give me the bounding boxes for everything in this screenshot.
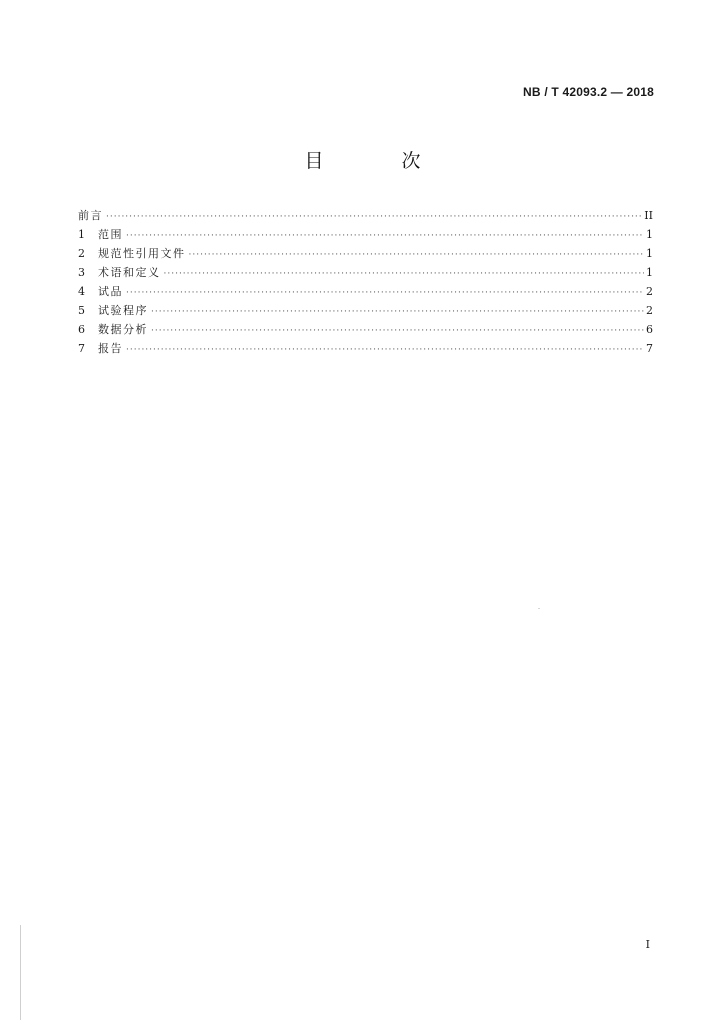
scan-speck: [538, 608, 540, 609]
standard-number: NB / T 42093.2 — 2018: [523, 85, 654, 99]
toc-leader-dots: [151, 322, 644, 341]
toc-entry-page: 1: [646, 266, 653, 279]
toc-entry-label: 范围: [98, 228, 123, 241]
toc-entry-test-specimen[interactable]: [78, 282, 653, 301]
toc-entry-label: 前言: [78, 209, 103, 222]
toc-entry-number: 2: [78, 247, 85, 260]
toc-entry-number: 4: [78, 285, 85, 298]
toc-entry-number: 5: [78, 304, 85, 317]
toc-entry-scope[interactable]: [78, 225, 653, 244]
toc-entry-foreword[interactable]: [78, 206, 653, 225]
toc-entry-data-analysis[interactable]: [78, 320, 653, 339]
toc-leader-dots: [106, 208, 642, 227]
toc-entry-number: 6: [78, 323, 85, 336]
toc-entry-page: II: [644, 209, 653, 222]
toc-leader-dots: [151, 303, 644, 322]
toc-entry-report[interactable]: [78, 339, 653, 358]
toc-entry-test-procedure[interactable]: [78, 301, 653, 320]
toc-entry-label: 试验程序: [98, 304, 148, 317]
toc-entry-page: 2: [646, 304, 653, 317]
table-of-contents: [78, 206, 653, 358]
toc-entry-number: 3: [78, 266, 85, 279]
toc-entry-page: 6: [646, 323, 653, 336]
toc-entry-page: 2: [646, 285, 653, 298]
toc-entry-page: 7: [646, 342, 653, 355]
toc-entry-terms-definitions[interactable]: [78, 263, 653, 282]
toc-leader-dots: [126, 341, 644, 360]
toc-entry-number: 1: [78, 228, 85, 241]
toc-entry-number: 7: [78, 342, 85, 355]
toc-leader-dots: [189, 246, 645, 265]
toc-entry-label: 术语和定义: [98, 266, 161, 279]
toc-leader-dots: [164, 265, 645, 284]
toc-entry-label: 规范性引用文件: [98, 247, 186, 260]
toc-leader-dots: [126, 284, 644, 303]
toc-entry-normative-references[interactable]: [78, 244, 653, 263]
toc-entry-label: 试品: [98, 285, 123, 298]
scan-edge-line: [20, 925, 21, 1020]
toc-entry-page: 1: [646, 247, 653, 260]
toc-entry-page: 1: [646, 228, 653, 241]
toc-entry-label: 数据分析: [98, 323, 148, 336]
page-number: I: [645, 938, 650, 951]
page-title: 目 次: [304, 150, 457, 172]
toc-leader-dots: [126, 227, 644, 246]
toc-entry-label: 报告: [98, 342, 123, 355]
